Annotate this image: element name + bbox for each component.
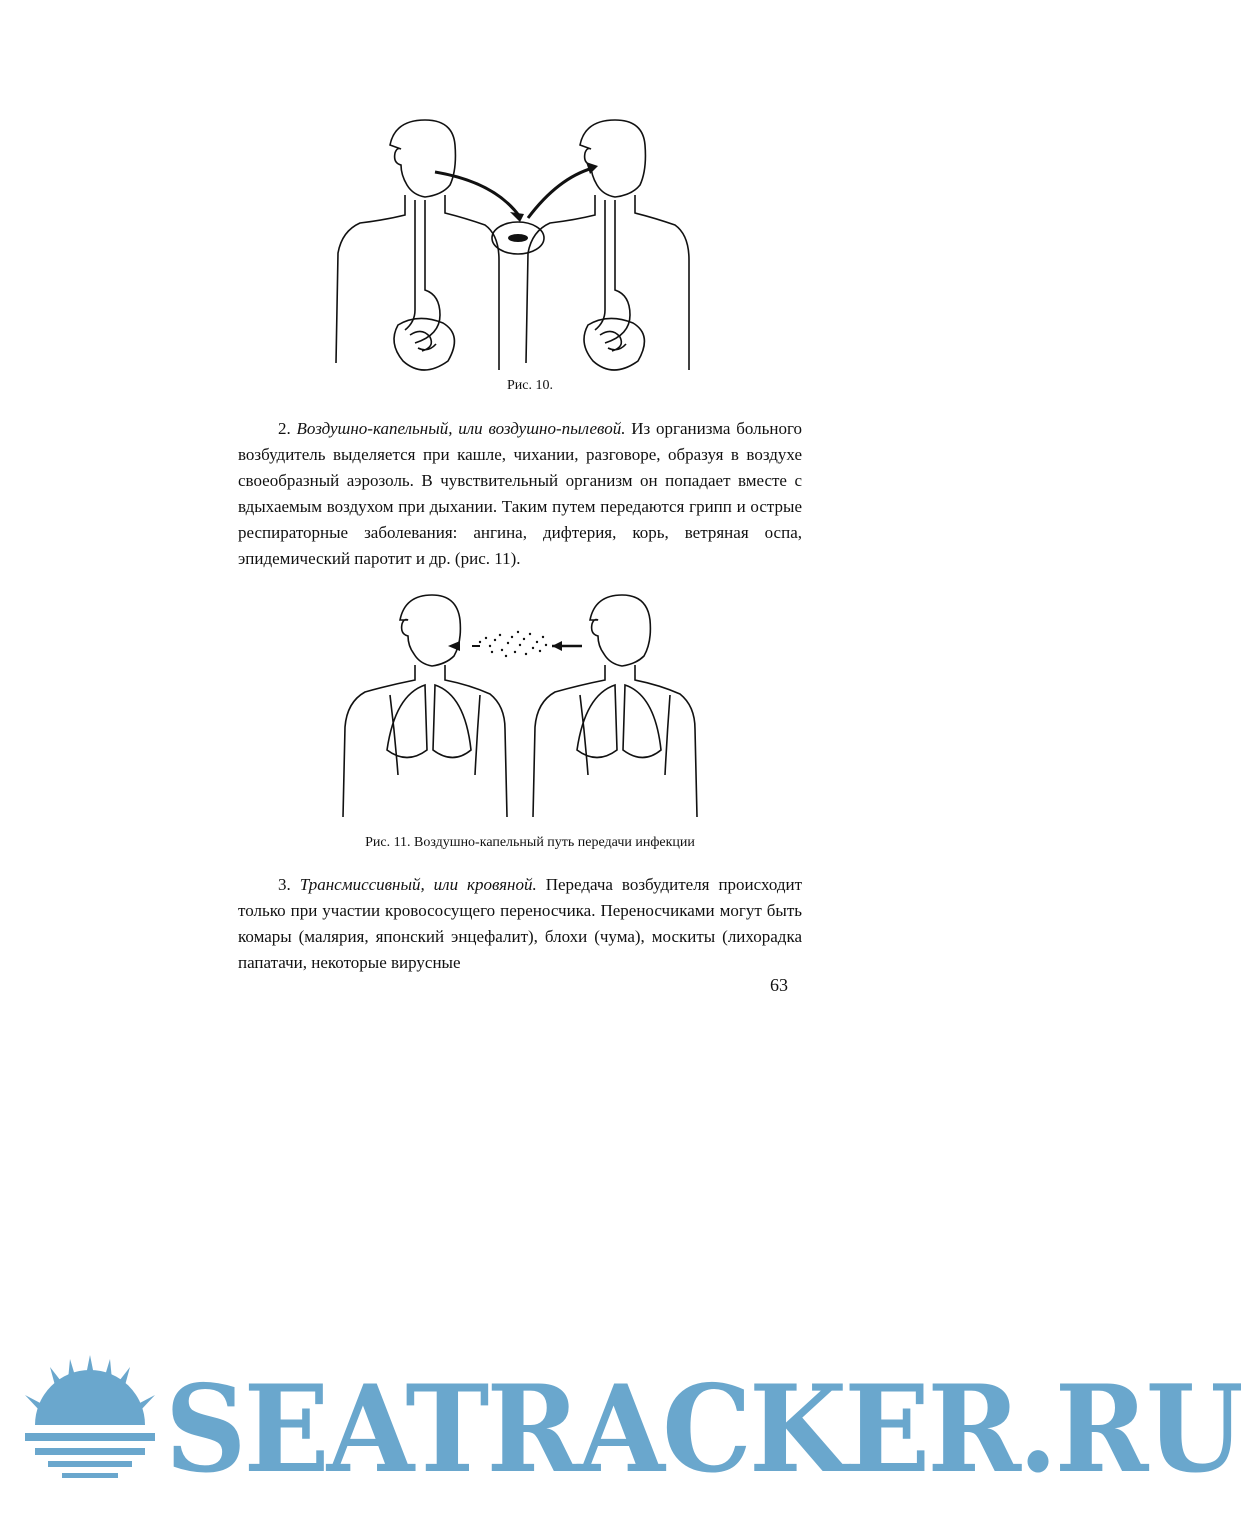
figure-10-illustration: [330, 100, 730, 400]
page-number: 63: [770, 975, 788, 995]
section-2-title: Воздушно-капельный, или воздушно-пылевой.: [296, 419, 626, 438]
figure-10-caption: Рис. 10.: [507, 378, 553, 393]
figure-11-illustration: [330, 590, 730, 830]
section-3-body: Передача возбудителя происходит только при участии кровососущего переносчика. Переносчиками могут быть комары (малярия, японский энцефалит), блохи (чума), москиты (лихорадка папатачи, некоторые вирусные: [238, 875, 802, 972]
section-2-number: 2.: [278, 419, 291, 438]
left-person-lungs: [343, 595, 507, 817]
section-3-number: 3.: [278, 875, 291, 894]
section-2-body: Из организма больного возбудитель выделяется при кашле, чихании, разговоре, образуя в воздухе своеобразный аэрозоль. В чувствительный организм он попадает вместе с вдыхаемым воздухом при дыхании. Таким путем передаются грипп и острые респираторные заболевания: ангина, дифтерия, корь, ветряная оспа, эпидемический паротит и др. (рис. 11).: [238, 419, 803, 568]
right-person-lungs: [533, 595, 697, 817]
paragraph-airborne: [238, 416, 802, 572]
right-person-digestive: [526, 120, 689, 370]
watermark-text: SEATRACKER.RU: [165, 1359, 1241, 1500]
section-3-title: Трансмиссивный, или кровяной.: [299, 875, 537, 894]
left-person-digestive: [336, 120, 499, 370]
figure-11-caption: Рис. 11. Воздушно-капельный путь передачи инфекции: [365, 835, 695, 850]
paragraph-transmissive: [238, 872, 802, 976]
